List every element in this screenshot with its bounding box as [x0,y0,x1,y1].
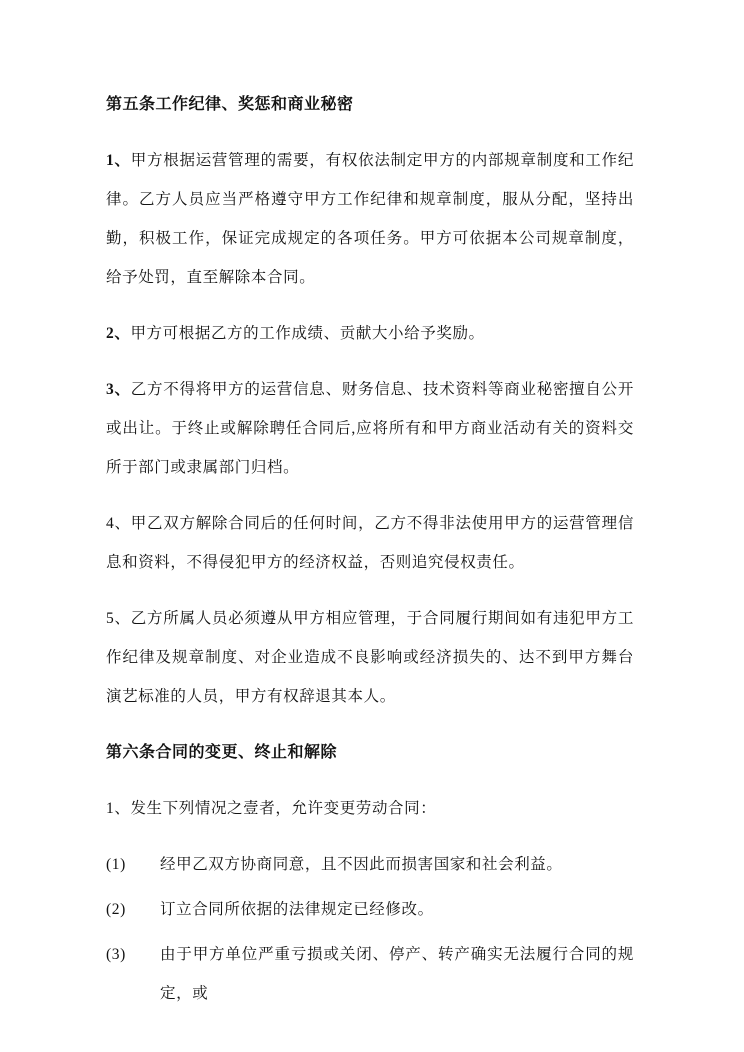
list-item-1 [106,845,634,884]
list-item-text: 订立合同所依据的法律规定已经修改。 [160,901,434,918]
clause-5-1 [106,141,634,297]
clause-text: 甲方根据运营管理的需要，有权依法制定甲方的内部规章制度和工作纪律。乙方人员应当严格遵守甲方工作纪律和规章制度，服从分配，坚持出勤，积极工作，保证完成规定的各项任务。甲方可依据本公司规章制度，给予处罚，直至解除本合同。 [106,152,634,286]
clause-text: 发生下列情况之壹者，允许变更劳动合同： [130,800,437,817]
clause-5-2 [106,314,634,353]
list-item-number: (2) [106,901,126,918]
section5-heading: 第五条工作纪律、奖惩和商业秘密 [106,96,354,113]
clause-number: 1、 [106,152,131,169]
clause-number: 4、 [106,515,131,532]
clause-text: 乙方所属人员必须遵从甲方相应管理，于合同履行期间如有违犯甲方工作纪律及规章制度、对企业造成不良影响或经济损失的、达不到甲方舞台演艺标准的人员，甲方有权辞退其本人。 [106,610,634,705]
section6-heading: 第六条合同的变更、终止和解除 [106,744,338,761]
clause-6-1 [106,789,634,828]
list-item-3 [106,935,634,1013]
list-item-text: 经甲乙双方协商同意，且不因此而损害国家和社会利益。 [160,856,563,873]
clause-text: 甲乙双方解除合同后的任何时间，乙方不得非法使用甲方的运营管理信息和资料，不得侵犯甲方的经济权益，否则追究侵权责任。 [106,515,634,571]
clause-number: 1、 [106,800,131,817]
clause-number: 5、 [106,610,131,627]
clause-5-4 [106,504,634,582]
list-item-text: 由于甲方单位严重亏损或关闭、停产、转产确实无法履行合同的规定，或 [160,946,634,1002]
clause-text: 甲方可根据乙方的工作成绩、贡献大小给予奖励。 [130,325,485,342]
list-item-2 [106,890,634,929]
clause-5-5 [106,599,634,716]
clause-5-3 [106,370,634,487]
clause-number: 3、 [106,381,131,398]
clause-number: 2、 [106,325,131,342]
clause-text: 乙方不得将甲方的运营信息、财务信息、技术资料等商业秘密擅自公开或出让。于终止或解除聘任合同后,应将所有和甲方商业活动有关的资料交所于部门或隶属部门归档。 [106,381,634,476]
list-item-number: (3) [106,946,126,963]
list-item-number: (1) [106,856,126,873]
